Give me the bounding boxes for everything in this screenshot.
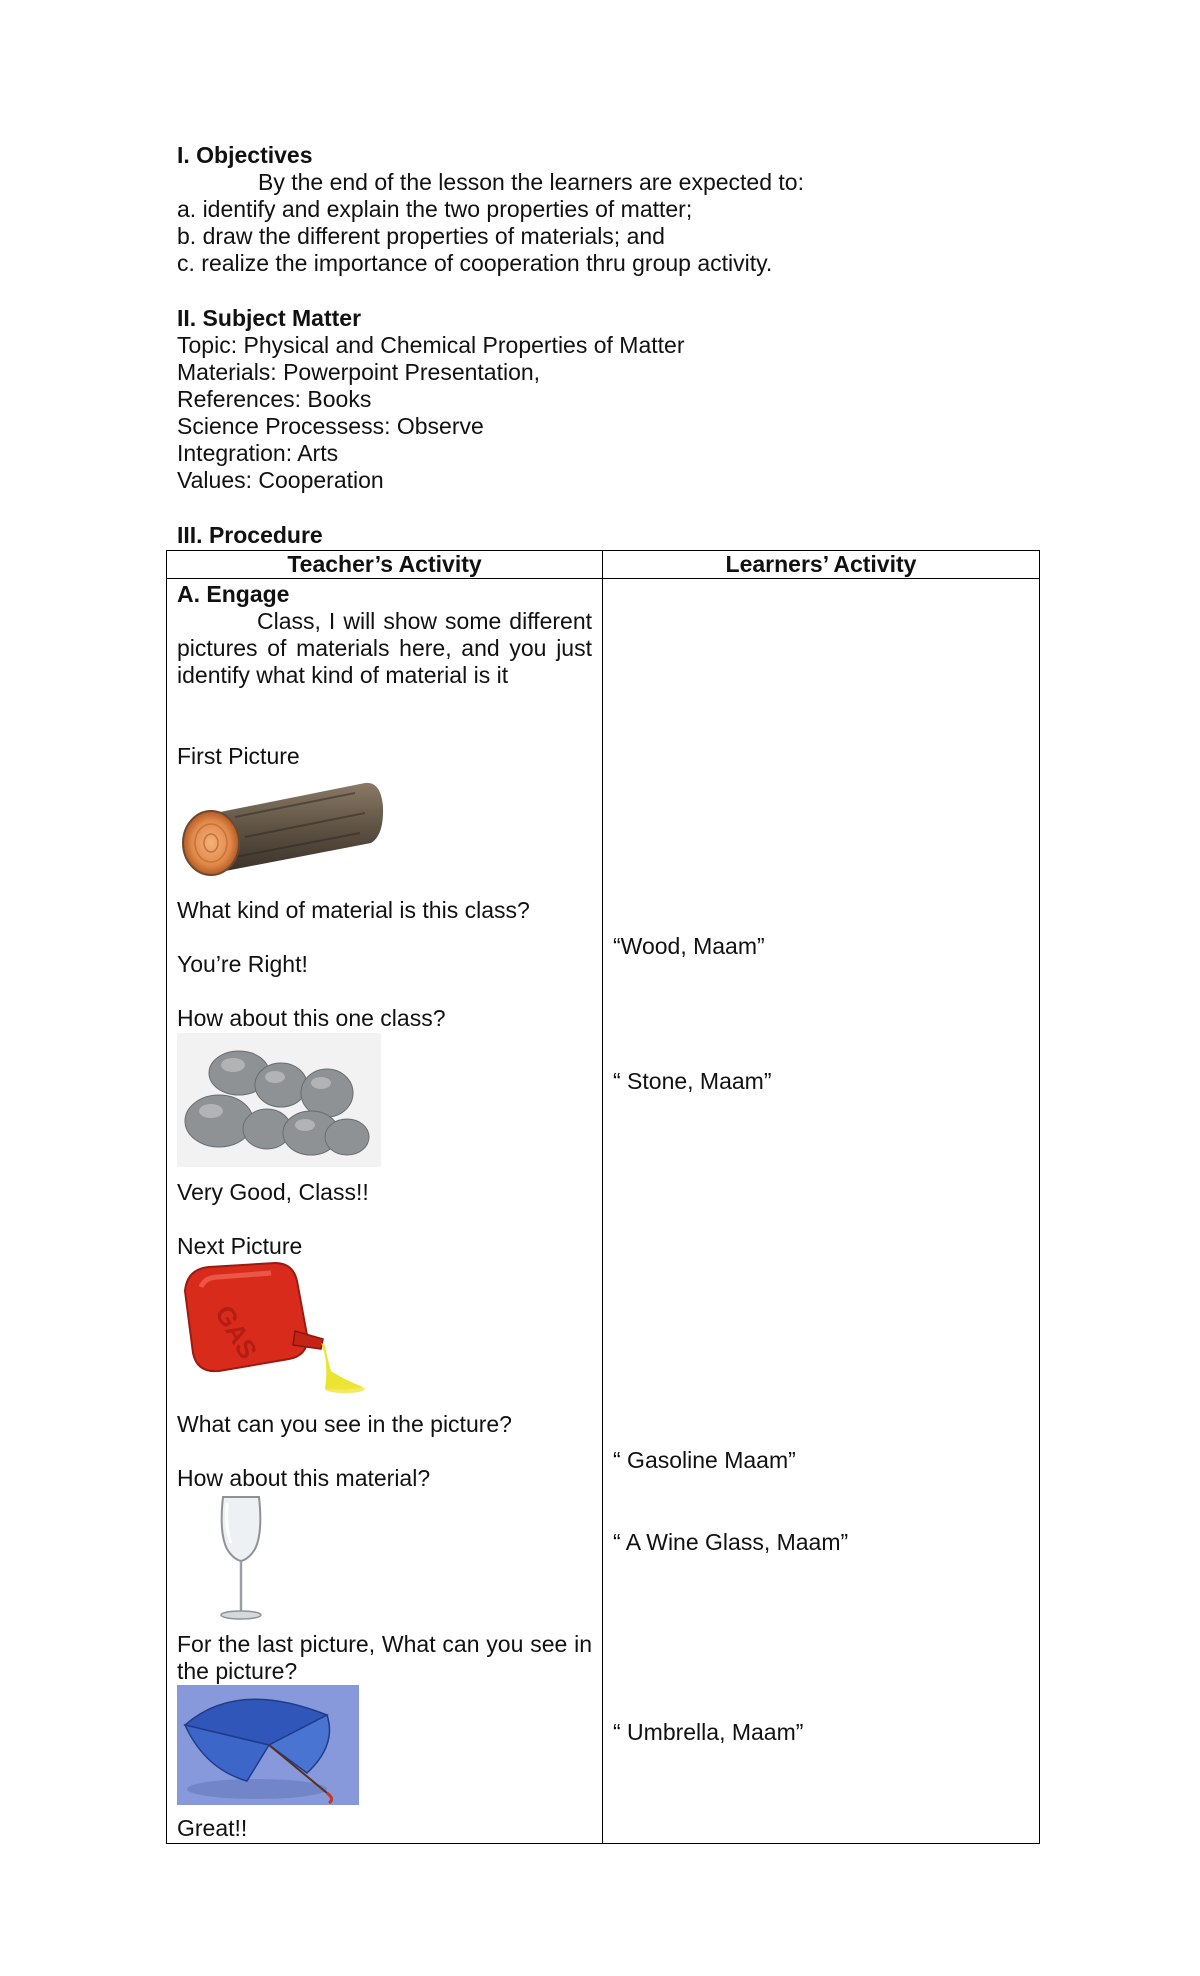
engage-intro: Class, I will show some different pictures of materials here, and you just identify what kind of material is it bbox=[177, 608, 592, 688]
subject-values: Values: Cooperation bbox=[177, 467, 384, 493]
procedure-heading: III. Procedure bbox=[177, 522, 323, 548]
learner-answer-wine-glass: “ A Wine Glass, Maam” bbox=[613, 1529, 849, 1555]
teacher-activity-cell bbox=[167, 579, 603, 1844]
umbrella-image bbox=[177, 1685, 359, 1805]
objectives-heading: I. Objectives bbox=[177, 142, 313, 168]
teacher-line-question-3: What can you see in the picture? bbox=[177, 1411, 512, 1437]
stones-image bbox=[177, 1033, 381, 1167]
gas-can-image bbox=[175, 1261, 367, 1399]
objective-item: b. draw the different properties of materials; and bbox=[177, 223, 665, 249]
subject-processes: Science Processess: Observe bbox=[177, 413, 484, 439]
subject-references: References: Books bbox=[177, 386, 372, 412]
log-image bbox=[175, 777, 385, 883]
teacher-line-question-4: How about this material? bbox=[177, 1465, 431, 1491]
teacher-line-right: You’re Right! bbox=[177, 951, 308, 977]
teacher-line-first-picture: First Picture bbox=[177, 743, 300, 769]
learner-answer-umbrella: “ Umbrella, Maam” bbox=[613, 1719, 804, 1745]
objectives-intro: By the end of the lesson the learners are expected to: bbox=[258, 169, 804, 195]
subject-materials: Materials: Powerpoint Presentation, bbox=[177, 359, 541, 385]
table-header-row bbox=[167, 551, 1040, 579]
objective-item: a. identify and explain the two properties of matter; bbox=[177, 196, 693, 222]
wine-glass-image bbox=[211, 1493, 271, 1623]
table-row bbox=[167, 579, 1040, 1844]
subject-topic: Topic: Physical and Chemical Properties of Matter bbox=[177, 332, 685, 358]
svg-text:GAS: GAS bbox=[209, 1300, 264, 1364]
procedure-table bbox=[166, 550, 1040, 1844]
subject-matter-heading: II. Subject Matter bbox=[177, 305, 362, 331]
subject-integration: Integration: Arts bbox=[177, 440, 339, 466]
teacher-activity-header: Teacher’s Activity bbox=[167, 551, 603, 579]
engage-heading: A. Engage bbox=[177, 581, 290, 607]
learner-answer-stone: “ Stone, Maam” bbox=[613, 1068, 772, 1094]
teacher-line-question-2: How about this one class? bbox=[177, 1005, 446, 1031]
learners-activity-cell bbox=[603, 579, 1040, 1844]
learner-answer-gasoline: “ Gasoline Maam” bbox=[613, 1447, 796, 1473]
learners-activity-header: Learners’ Activity bbox=[603, 551, 1040, 579]
teacher-line-very-good: Very Good, Class!! bbox=[177, 1179, 369, 1205]
teacher-line-question-1: What kind of material is this class? bbox=[177, 897, 530, 923]
objective-item: c. realize the importance of cooperation thru group activity. bbox=[177, 250, 773, 276]
teacher-line-next-picture: Next Picture bbox=[177, 1233, 303, 1259]
teacher-line-great: Great!! bbox=[177, 1815, 248, 1841]
teacher-line-question-5: For the last picture, What can you see in the picture? bbox=[177, 1631, 592, 1684]
learner-answer-wood: “Wood, Maam” bbox=[613, 933, 765, 959]
